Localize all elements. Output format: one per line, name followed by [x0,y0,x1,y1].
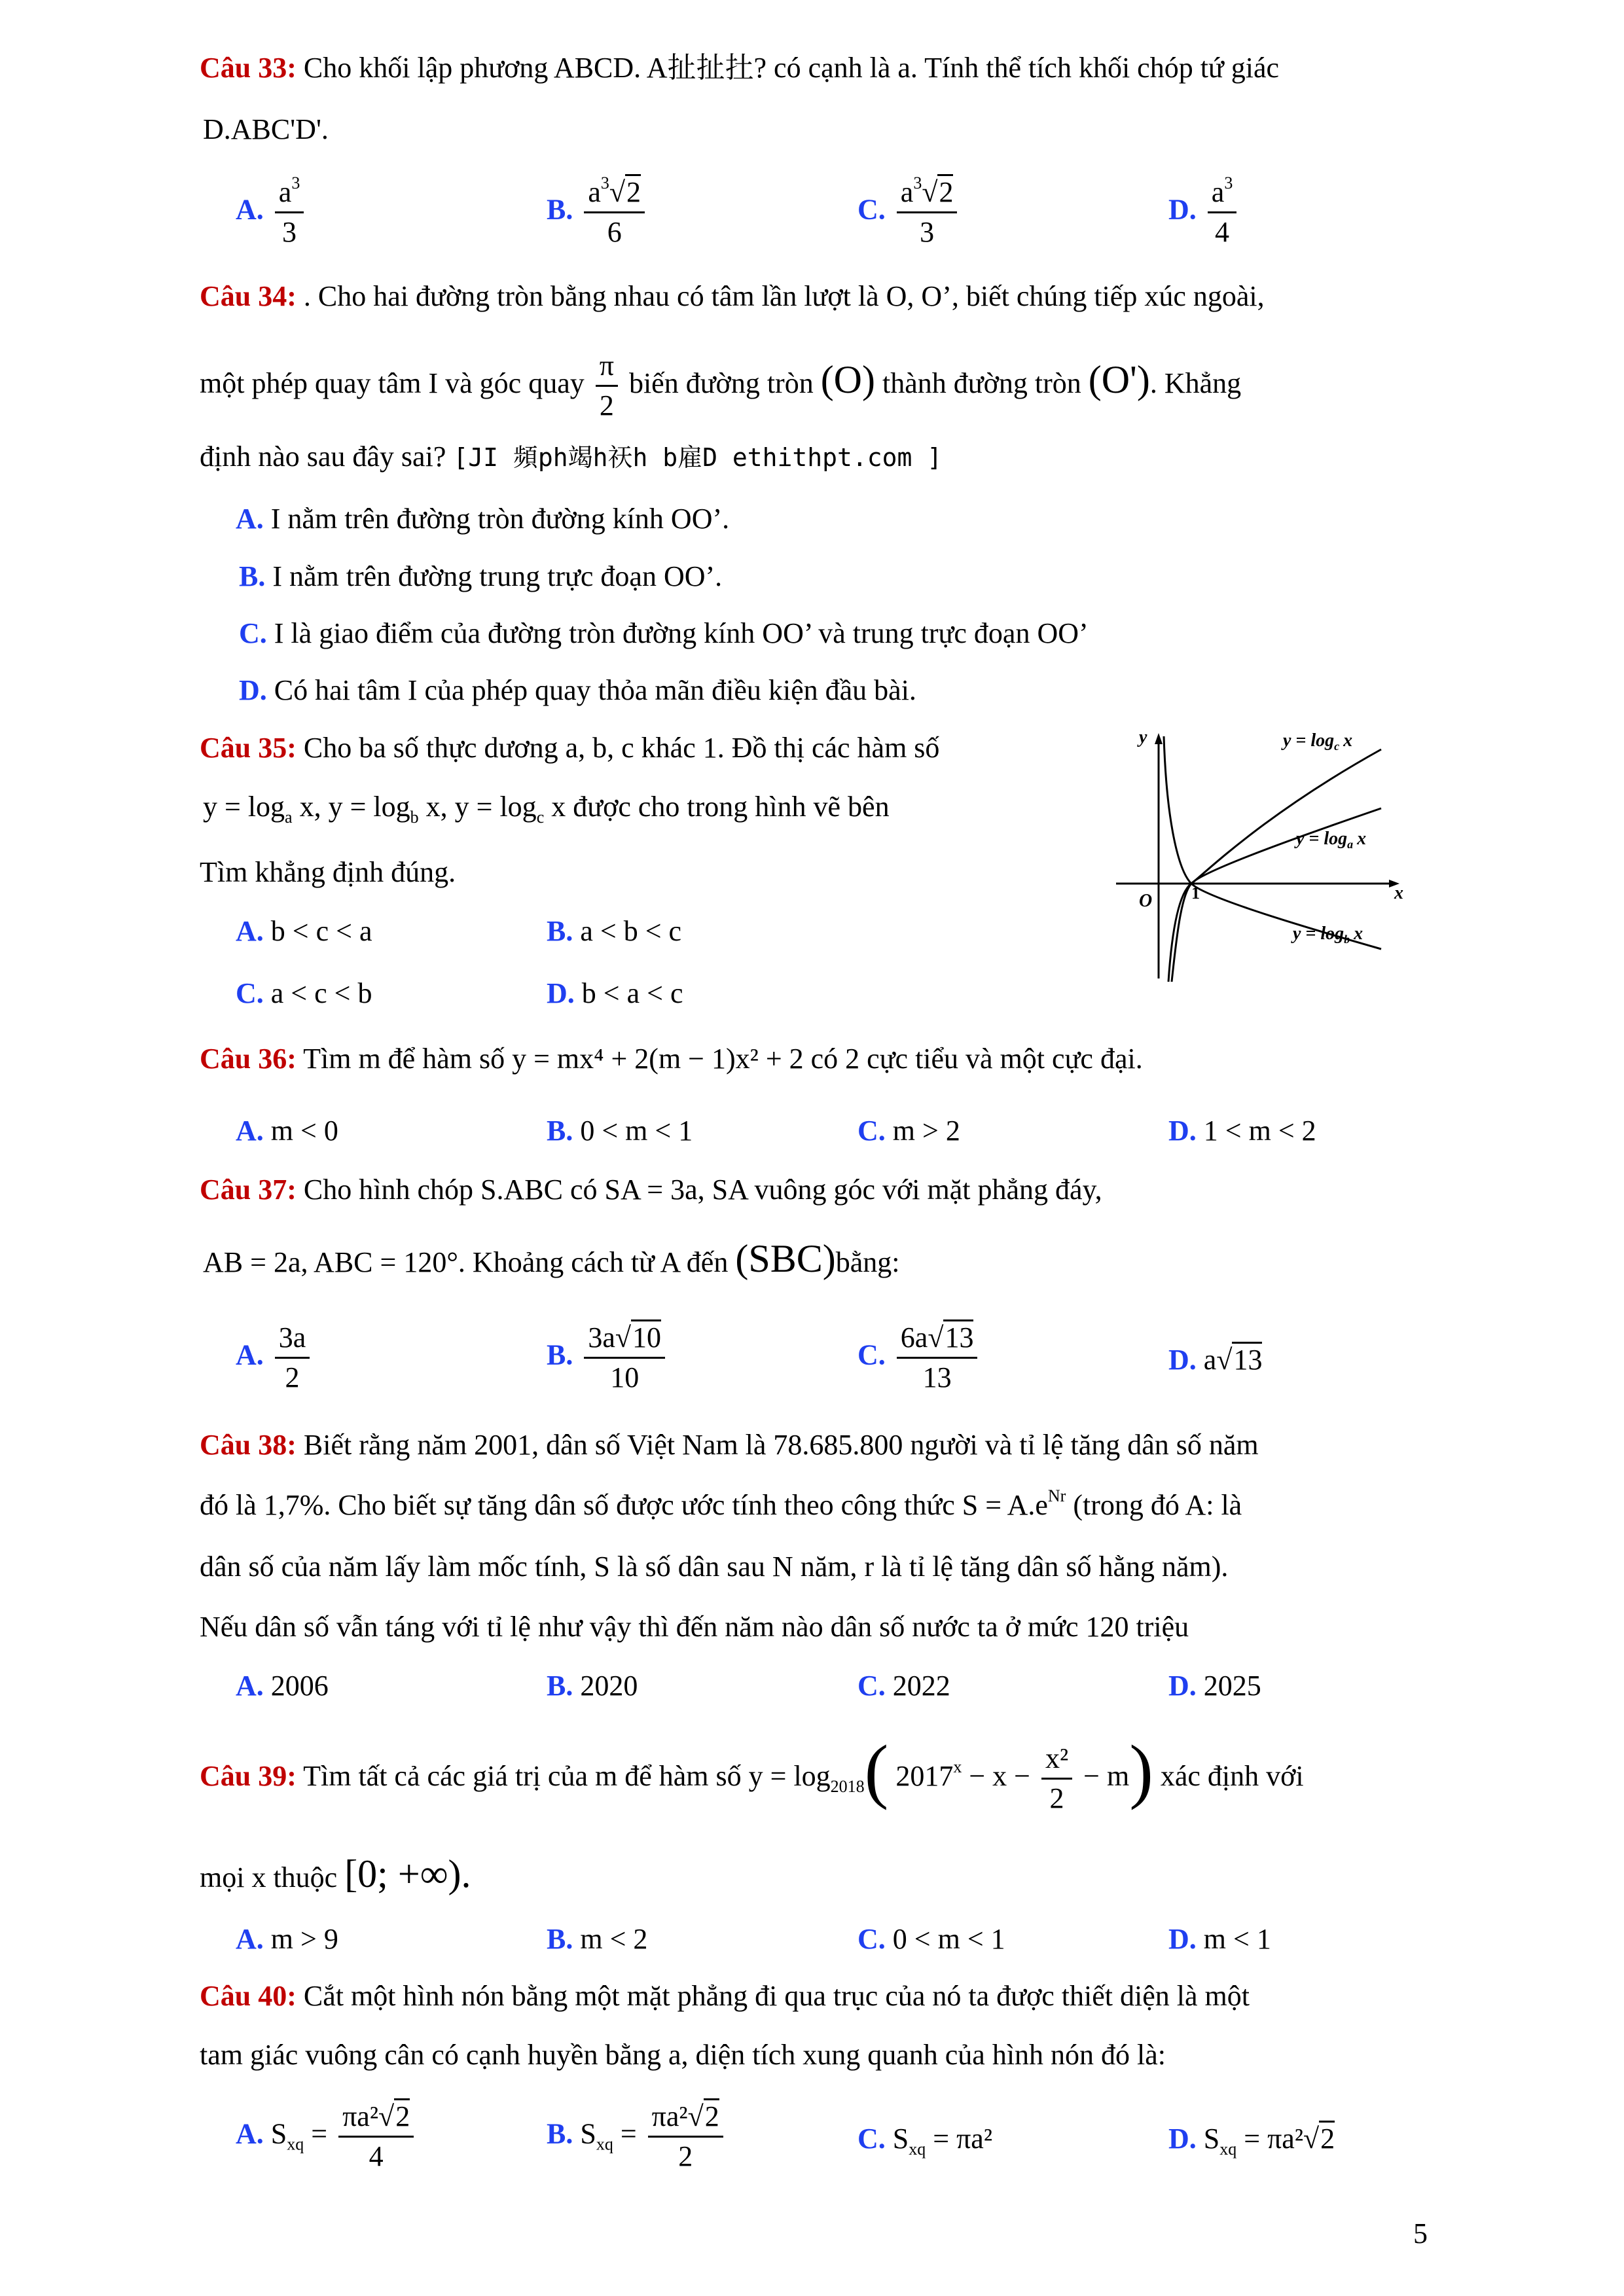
q35-option-c[interactable]: C. a < c < b [236,977,372,1009]
q38-line1: Câu 38: Biết rằng năm 2001, dân số Việt Nam là 78.685.800 người và tỉ lệ tăng dân số năm [200,1429,1259,1461]
q36-line: Câu 36: Tìm m để hàm số y = mx⁴ + 2(m − 1)x² + 2 có 2 cực tiểu và một cực đại. [200,1043,1143,1075]
q33-label: Câu 33: [200,52,297,84]
q38-option-c[interactable]: C. 2022 [857,1670,950,1702]
option-label: C. [857,193,886,226]
q39-option-a[interactable]: A. m > 9 [236,1923,338,1955]
q40-line2: tam giác vuông cân có cạnh huyền bằng a, diện tích xung quanh của hình nón đó là: [200,2039,1166,2071]
q35-line1: Câu 35: Cho ba số thực dương a, b, c khác 1. Đồ thị các hàm số [200,732,940,764]
q39-option-d[interactable]: D. m < 1 [1168,1923,1271,1955]
q36-option-a[interactable]: A. m < 0 [236,1115,338,1147]
q40-option-d[interactable]: D. $S_{xq} = \pi a^2√2$ [1168,2121,1335,2157]
q34-line1 [200,278,1265,315]
q39-option-b[interactable]: B. m < 2 [547,1923,648,1955]
fraction: $\frac{a^3}{4}$ [1208,173,1237,251]
q38-line4: Nếu dân số vẫn táng với tỉ lệ như vậy thì đến năm nào dân số nước ta ở mức 120 triệu [200,1611,1189,1643]
q38-option-a[interactable]: A. 2006 [236,1670,329,1702]
q33-option-b[interactable] [547,173,649,251]
q35-option-a[interactable]: A. b < c < a [236,915,372,947]
q34-option-b[interactable]: B. I nằm trên đường trung trực đoạn OO’. [239,560,723,592]
curve-c-label: $y = \log_c x$ [1283,730,1353,753]
q38-option-d[interactable]: D. 2025 [1168,1670,1261,1702]
fraction: $\frac{a^3}{3}$ [275,173,304,251]
page-number: 5 [1413,2217,1428,2250]
one-label: 1 [1191,884,1200,903]
fraction: $\frac{a^3√2}{3}$ [897,173,958,251]
q34-line3: định nào sau đây sai? [JI 頻ph竭h祆h b雇D ethithpt.com ] [200,440,943,473]
q36-option-d[interactable]: D. 1 < m < 2 [1168,1115,1316,1147]
q40-option-b[interactable]: B. $S_{xq}$ = $\frac{\text{πa²√2}}{2}$ [547,2098,727,2176]
q34-option-c[interactable]: C. I là giao điểm của đường tròn đường kính OO’ và trung trực đoạn OO’ [239,617,1089,649]
q40-line1: Câu 40: Cắt một hình nón bằng một mặt phẳng đi qua trục của nó ta được thiết diện là một [200,1980,1250,2012]
q40-option-a[interactable]: A. $S_{xq}$ = $\frac{\text{πa²√2}}{4}$ [236,2098,418,2176]
curve-a-label: $y = \log_a x$ [1296,829,1367,851]
q34-option-a[interactable]: A. I nằm trên đường tròn đường kính OO’. [236,503,730,535]
fraction: $\frac{a^3√2}{6}$ [584,173,645,251]
q34-option-d[interactable]: D. Có hai tâm I của phép quay thỏa mãn điều kiện đầu bài. [239,674,916,706]
q37-line2: AB = 2a, ABC = 120°. Khoảng cách từ A đến (SBC)bằng: [203,1237,900,1280]
log-graph [1106,723,1414,985]
option-label: D. [1168,193,1197,226]
q37-option-c[interactable]: C. $\frac{6a√13}{13}$ [857,1319,981,1397]
origin-label: O [1139,891,1153,911]
option-label: B. [547,193,573,226]
q39-line2: mọi x thuộc [0; +∞). [200,1852,471,1895]
q33-option-a[interactable] [236,173,308,251]
q39-option-c[interactable]: C. 0 < m < 1 [857,1923,1005,1955]
curve-b-label: $y = \log_b x$ [1293,924,1363,946]
q35-option-b[interactable]: B. a < b < c [547,915,682,947]
q40-option-c[interactable]: C. $S_{xq} = \pi a^2$ [857,2123,993,2159]
q33-line1 [200,50,1279,86]
q34-line2: một phép quay tâm I và góc quay $\frac{\pi}{2}$ biến đường tròn (O) thành đường tròn (O'). Khẳng [200,340,1241,425]
q35-line3: Tìm khẳng định đúng. [200,856,456,888]
q34-text1: . Cho hai đường tròn bằng nhau có tâm lần lượt là O, O’, biết chúng tiếp xúc ngoài, [303,280,1265,312]
y-axis-label: y [1139,727,1147,747]
q37-option-d[interactable]: D. a√13 [1168,1342,1262,1378]
q39-line1: Câu 39: Tìm tất cả các giá trị của m để hàm số $y = \log_{2018}$( 2017$^x$ − x − $\frac{\text{x²}}{2}$ − m) xác định với [200,1731,1304,1815]
q33-option-c[interactable] [857,173,961,251]
q38-line2: đó là 1,7%. Cho biết sự tăng dân số được ước tính theo công thức $S = A.e^{Nr}$ (trong đó A: là [200,1486,1242,1521]
q37-line1: Câu 37: Cho hình chóp S.ABC có SA = 3a, SA vuông góc với mặt phẳng đáy, [200,1174,1102,1206]
q34-label: Câu 34: [200,280,297,312]
q37-option-a[interactable]: A. $\frac{3a}{2}$ [236,1319,314,1397]
q36-option-b[interactable]: B. 0 < m < 1 [547,1115,693,1147]
q38-option-b[interactable]: B. 2020 [547,1670,638,1702]
q36-option-c[interactable]: C. m > 2 [857,1115,960,1147]
q33-line2 [203,111,329,148]
option-label: A. [236,193,264,226]
q33-text2: D.ABC'D'. [203,113,329,145]
q37-option-b[interactable]: B. $\frac{3a√10}{10}$ [547,1319,669,1397]
q35-option-d[interactable]: D. b < a < c [547,977,683,1009]
watermark: [JI 頻ph竭h祆h b雇D ethithpt.com ] [453,443,943,472]
q33-option-d[interactable] [1168,173,1240,251]
q33-text1: Cho khối lập phương ABCD. A扯扯扗? có cạnh là a. Tính thể tích khối chóp tứ giác [303,52,1280,84]
x-axis-label: x [1394,883,1403,903]
q35-line2: $y = \log_a x$, $y = \log_b x$, $y = \log_c x$ được cho trong hình vẽ bên [203,791,890,827]
q38-line3: dân số của năm lấy làm mốc tính, S là số dân sau N năm, r là tỉ lệ tăng dân số hằng năm). [200,1551,1229,1583]
